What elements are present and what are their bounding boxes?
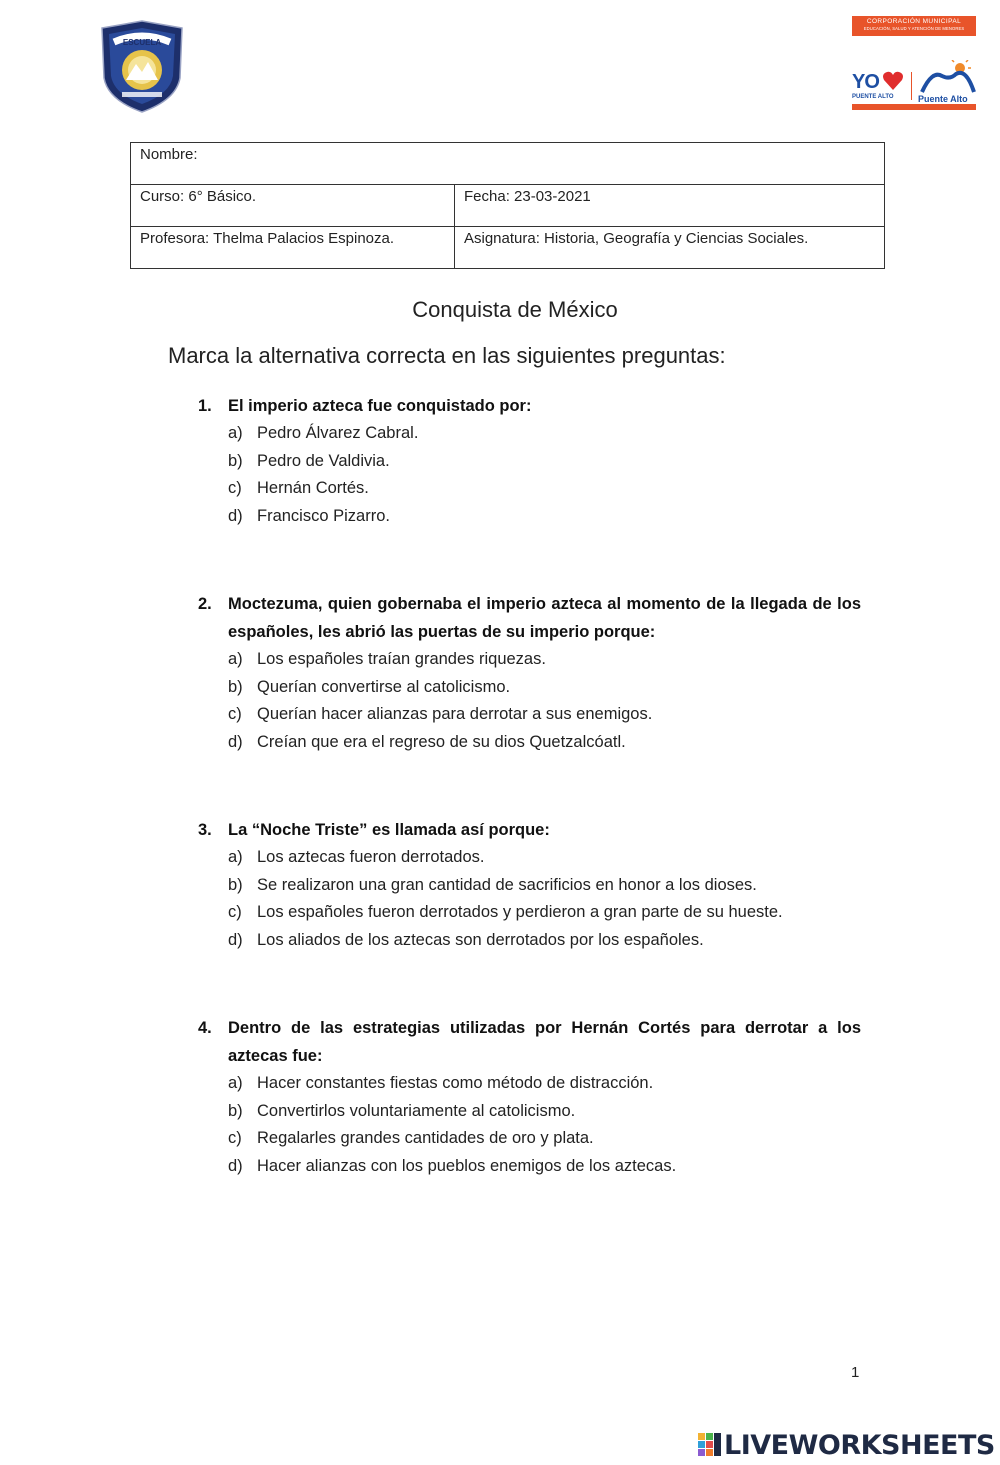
option-letter: d) — [228, 732, 243, 751]
question-3 — [198, 816, 861, 954]
nombre-field[interactable]: Nombre: — [131, 143, 885, 185]
answer-option[interactable] — [198, 1070, 861, 1098]
option-letter: c) — [228, 705, 242, 724]
liveworksheets-text: LIVEWORKSHEETS — [724, 1430, 995, 1461]
asignatura-cell: Asignatura: Historia, Geografía y Ciencias Sociales. — [455, 227, 885, 269]
option-letter: c) — [228, 479, 242, 498]
option-letter: b) — [228, 1101, 243, 1120]
liveworksheets-blocks-icon — [698, 1433, 722, 1457]
option-letter: b) — [228, 677, 243, 696]
option-letter: a) — [228, 650, 243, 668]
table-row — [131, 143, 885, 185]
option-text: Regalarles grandes cantidades de oro y plata. — [257, 1129, 594, 1148]
option-text: Querían convertirse al catolicismo. — [257, 677, 511, 696]
instructions: Marca la alternativa correcta en las siguientes preguntas: — [168, 343, 726, 368]
curso-cell: Curso: 6° Básico. — [131, 185, 455, 227]
answer-option[interactable] — [198, 701, 861, 729]
option-text: Se realizaron una gran cantidad de sacrificios en honor a los dioses. — [257, 875, 757, 894]
question-text: Moctezuma, quien gobernaba el imperio azteca al momento de la llegada de los españoles, les abrió las puertas de su imperio porque: — [228, 595, 861, 641]
option-letter: b) — [228, 875, 243, 894]
question-number: 3. — [198, 821, 212, 839]
answer-option[interactable] — [198, 899, 861, 927]
option-letter: a) — [228, 1074, 243, 1092]
answer-option[interactable] — [198, 420, 861, 448]
answer-option[interactable] — [198, 1125, 861, 1153]
option-text: Los españoles fueron derrotados y perdieron a gran parte de su hueste. — [257, 903, 783, 922]
option-letter: a) — [228, 424, 243, 442]
option-letter: d) — [228, 930, 243, 949]
option-text: Los aztecas fueron derrotados. — [257, 848, 485, 866]
question-text: Dentro de las estrategias utilizadas por Hernán Cortés para derrotar a los aztecas fue: — [228, 1019, 861, 1065]
mountain-sun-icon — [918, 60, 976, 94]
question-heading — [198, 590, 861, 646]
option-letter: b) — [228, 451, 243, 470]
question-text: El imperio azteca fue conquistado por: — [228, 397, 532, 415]
answer-option[interactable] — [198, 729, 861, 757]
question-heading — [198, 1014, 861, 1070]
corp-banner-title: CORPORACIÓN MUNICIPAL — [866, 18, 962, 25]
student-info-table — [130, 142, 885, 269]
question-number: 4. — [198, 1019, 212, 1037]
liveworksheets-logo[interactable] — [698, 1430, 998, 1460]
option-letter: c) — [228, 1129, 242, 1148]
option-text: Convertirlos voluntariamente al catolicismo. — [257, 1101, 576, 1120]
corp-banner — [852, 16, 976, 36]
answer-option[interactable] — [198, 646, 861, 674]
answer-option[interactable] — [198, 1098, 861, 1126]
profesora-cell: Profesora: Thelma Palacios Espinoza. — [131, 227, 455, 269]
yo-text: YO — [852, 71, 879, 93]
question-number: 1. — [198, 397, 212, 415]
option-text: Los españoles traían grandes riquezas. — [257, 650, 546, 668]
option-text: Querían hacer alianzas para derrotar a sus enemigos. — [257, 705, 653, 724]
question-1 — [198, 392, 861, 530]
answer-option[interactable] — [198, 1153, 861, 1181]
yo-subtext: PUENTE ALTO — [852, 94, 894, 100]
answer-option[interactable] — [198, 674, 861, 702]
option-text: Hacer constantes fiestas como método de distracción. — [257, 1074, 654, 1092]
table-row — [131, 227, 885, 269]
table-row — [131, 185, 885, 227]
heart-icon — [882, 70, 904, 92]
answer-option[interactable] — [198, 844, 861, 872]
corp-bottom-bar — [852, 104, 976, 110]
question-4 — [198, 1014, 861, 1180]
option-text: Pedro Álvarez Cabral. — [257, 424, 419, 442]
school-crest-logo — [96, 18, 188, 114]
option-letter: c) — [228, 903, 242, 922]
option-letter: d) — [228, 506, 243, 525]
question-number: 2. — [198, 595, 212, 613]
option-text: Creían que era el regreso de su dios Quetzalcóatl. — [257, 732, 626, 751]
option-letter: a) — [228, 848, 243, 866]
answer-option[interactable] — [198, 503, 861, 531]
answer-option[interactable] — [198, 872, 861, 900]
option-text: Francisco Pizarro. — [257, 506, 390, 525]
answer-option[interactable] — [198, 927, 861, 955]
question-2 — [198, 590, 861, 756]
page-number: 1 — [851, 1364, 860, 1381]
corp-separator — [911, 72, 912, 100]
option-text: Hacer alianzas con los pueblos enemigos de los aztecas. — [257, 1156, 677, 1175]
corporation-logo — [852, 16, 976, 112]
option-letter: d) — [228, 1156, 243, 1175]
question-heading — [198, 392, 861, 420]
question-heading — [198, 816, 861, 844]
option-text: Pedro de Valdivia. — [257, 451, 390, 470]
puente-alto-text: Puente Alto — [918, 94, 968, 104]
question-text: La “Noche Triste” es llamada así porque: — [228, 821, 550, 839]
option-text: Hernán Cortés. — [257, 479, 369, 498]
answer-option[interactable] — [198, 475, 861, 503]
fecha-cell: Fecha: 23-03-2021 — [455, 185, 885, 227]
document-title: Conquista de México — [412, 297, 618, 322]
corp-banner-subtitle: EDUCACIÓN, SALUD Y ATENCIÓN DE MENORES — [863, 26, 965, 31]
school-crest-text: ESCUELA — [122, 38, 162, 47]
answer-option[interactable] — [198, 448, 861, 476]
option-text: Los aliados de los aztecas son derrotados por los españoles. — [257, 930, 704, 949]
